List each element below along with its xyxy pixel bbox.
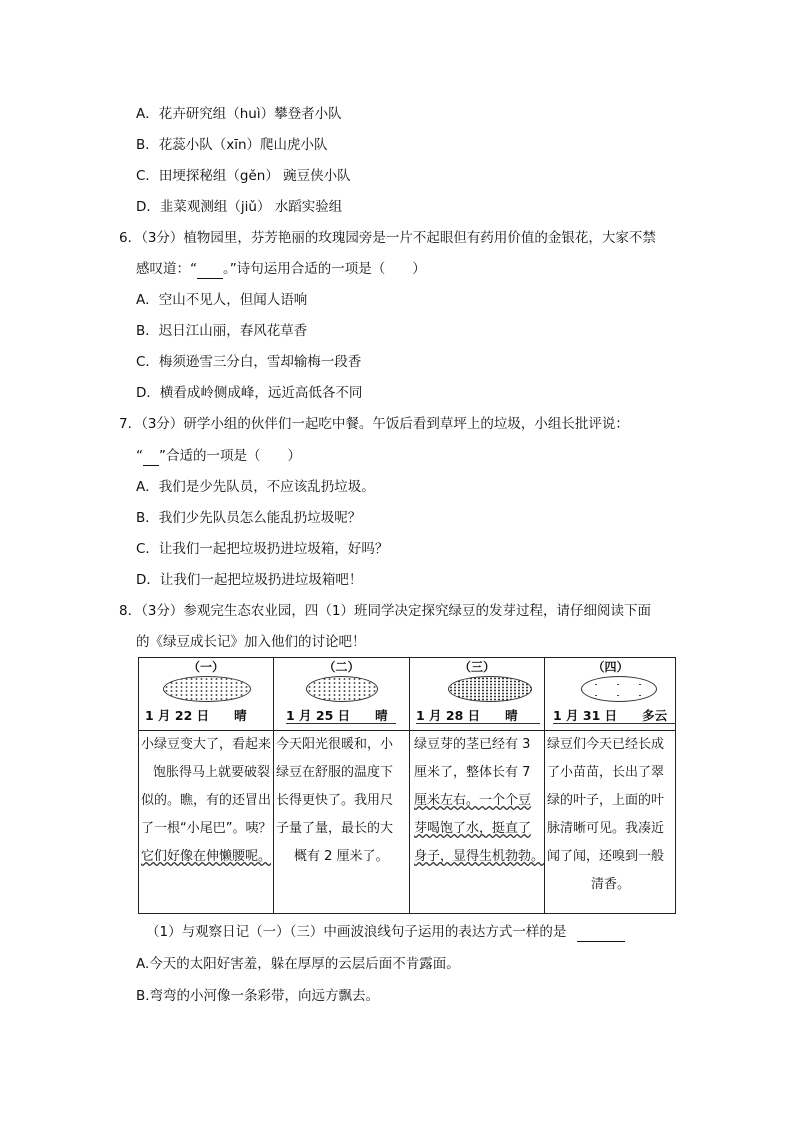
diary-text-line: 绿豆芽的茎已经有 3 (414, 737, 531, 752)
diary-text-line-wavy: 它们好像在伸懒腰呢。 (141, 849, 272, 864)
diary-text-line: 闻了闻，还嗅到一般 (547, 849, 665, 864)
q8-sub1-option-a: A.今天的太阳好害羞，躲在厚厚的云层后面不肯露面。 (136, 956, 460, 972)
q8-stem: 8．（3分）参观完生态农业园，四（1）班同学决定探究绿豆的发芽过程，请仔细阅读下面 (119, 603, 652, 619)
petri-dish-icon (581, 676, 657, 702)
diary-text-line: 清香。 (591, 877, 631, 892)
petri-dish-icon (163, 676, 251, 702)
diary-text-line-wavy: 身子，显得生机勃勃。 (414, 849, 545, 864)
diary-text (141, 731, 271, 871)
diary-text-line: 脉清晰可见。我凑近 (547, 821, 665, 836)
q8-stem-cont: 的《绿豆成长记》加入他们的讨论吧！ (136, 634, 366, 650)
diary-text-line: 长得更快了。我用尺 (276, 793, 394, 808)
q7-option-b: B．我们少先队员怎么能乱扔垃圾呢？ (136, 510, 362, 526)
diary-text-line: 了小苗苗，长出了翠 (547, 765, 665, 780)
diary-column-2 (274, 658, 409, 913)
diary-text (414, 731, 544, 871)
q8-sub1-text: （1）与观察日记（一）（三）中画波浪线句子运用的表达方式一样的是 (146, 924, 567, 940)
q5-option-d: D．韭菜观测组（jiǔ） 水蹈实验组 (136, 199, 343, 215)
diary-date: 1 月 22 日 晴 (145, 708, 247, 723)
q6-blank (197, 264, 223, 279)
q7-stem-a: “ (136, 448, 143, 464)
diary-text-line: 概有 2 厘米了。 (294, 849, 389, 864)
q6-stem: 6．（3分）植物园里，芬芳艳丽的玫瑰园旁是一片不起眼但有药用价值的金银花，大家不禁 (119, 230, 656, 246)
diary-text-line: 子量了量，最长的大 (276, 821, 394, 836)
diary-date: 1 月 25 日 晴 (286, 708, 388, 723)
q7-stem-b: ”合适的一项是（ ） (159, 448, 301, 464)
q8-sub1-option-b: B.弯弯的小河像一条彩带，向远方飘去。 (136, 988, 380, 1004)
q5-option-a: A．花卉研究组（huì）攀登者小队 (136, 106, 342, 122)
diary-column-3 (410, 658, 544, 913)
date-underline (286, 723, 396, 724)
diary-text-line: 了一根“小尾巴”。咦？ (141, 821, 272, 836)
diary-text-line: 绿豆在舒服的温度下 (276, 765, 394, 780)
q5-option-b: B．花蕊小队（xīn）爬山虎小队 (136, 137, 328, 153)
diary-text (547, 731, 664, 899)
diary-table (138, 657, 676, 914)
diary-date: 1 月 31 日 多云 (553, 708, 668, 723)
q7-option-a: A．我们是少先队员，不应该乱扔垃圾。 (136, 479, 375, 495)
diary-number: （三） (458, 660, 495, 674)
petri-dish-icon (448, 676, 532, 702)
diary-text-line: 绿的叶子，上面的叶 (547, 793, 665, 808)
q6-stem-a: 感叹道：“ (136, 261, 197, 277)
date-underline (416, 723, 540, 724)
diary-text-line: 厘米了，整体长有 7 (414, 765, 531, 780)
diary-text-line: 今天阳光很暖和，小 (276, 737, 394, 752)
diary-text-line: 小绿豆变大了，看起来 (141, 737, 272, 752)
date-underline (553, 723, 676, 724)
diary-text-line: 绿豆们今天已经长成 (547, 737, 665, 752)
q6-option-c: C．梅须逊雪三分白，雪却输梅一段香 (136, 354, 362, 370)
diary-text-line-wavy: 厘米左右。一个个豆 (414, 793, 532, 808)
q6-option-b: B．迟日江山丽，春风花草香 (136, 323, 308, 339)
q6-stem-cont (136, 259, 426, 279)
diary-text-line: 饱胀得马上就要破裂 (153, 765, 271, 780)
diary-date: 1 月 28 日 晴 (416, 708, 518, 723)
q7-option-c: C．让我们一起把垃圾扔进垃圾箱，好吗？ (136, 541, 389, 557)
diary-text-line: 似的。瞧，有的还冒出 (141, 793, 272, 808)
q7-option-d: D．让我们一起把垃圾扔进垃圾箱吧！ (136, 572, 363, 588)
q7-stem: 7．（3分）研学小组的伙伴们一起吃中餐。午饭后看到草坪上的垃圾，小组长批评说： (119, 416, 629, 432)
diary-number: （一） (187, 660, 224, 674)
diary-text-line-wavy: 芽喝饱了水，挺直了 (414, 821, 532, 836)
diary-text (276, 731, 393, 871)
diary-column-4 (545, 658, 676, 913)
diary-number: （二） (323, 660, 360, 674)
diary-number: （四） (592, 660, 629, 674)
petri-dish-icon (306, 676, 378, 702)
q6-stem-b: 。”诗句运用合适的一项是（ ） (223, 261, 426, 277)
q8-sub1 (146, 922, 625, 942)
diary-column-1 (139, 658, 273, 913)
q6-option-d: D．横看成岭侧成峰，远近高低各不同 (136, 385, 363, 401)
q8-sub1-blank (577, 927, 625, 942)
q7-blank (143, 451, 159, 466)
q5-option-c: C．田埂探秘组（gěn） 豌豆侠小队 (136, 168, 351, 184)
q7-stem-cont (136, 446, 301, 466)
q6-option-a: A．空山不见人，但闻人语响 (136, 292, 308, 308)
